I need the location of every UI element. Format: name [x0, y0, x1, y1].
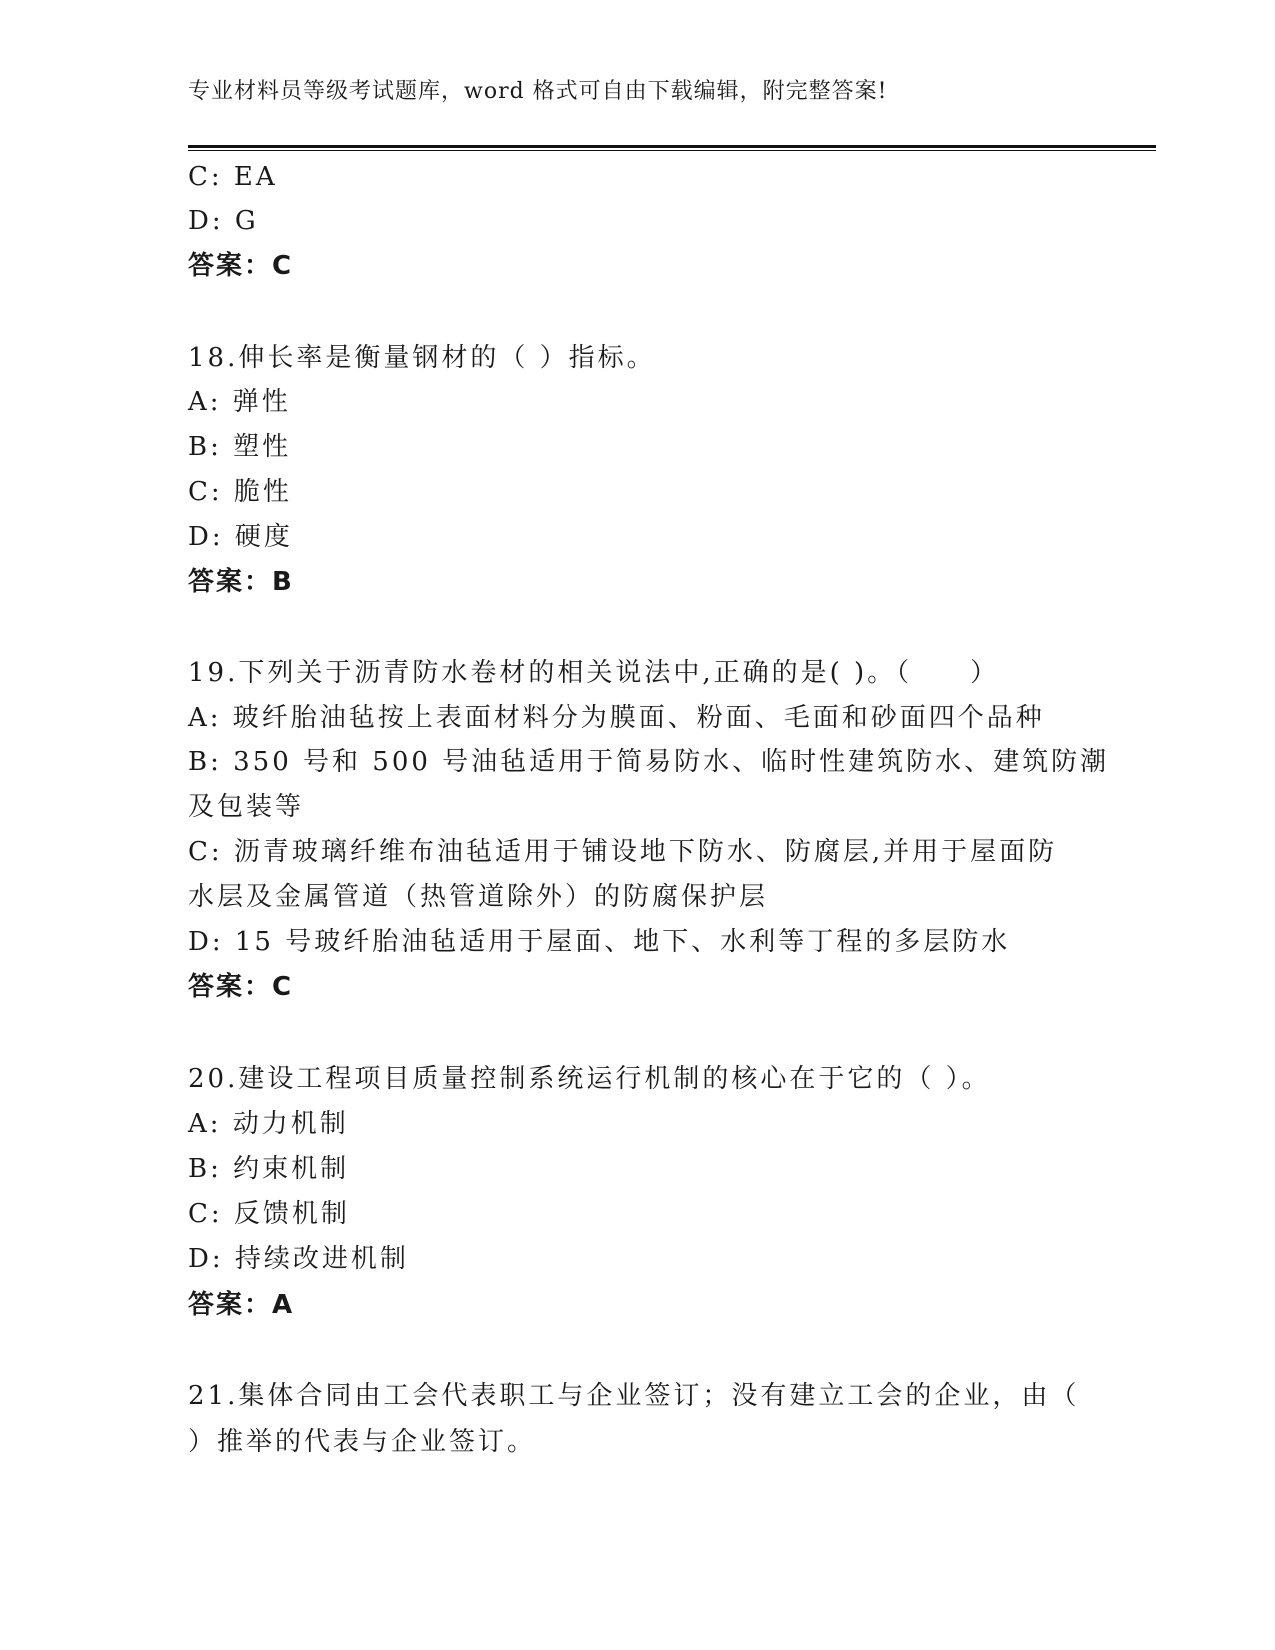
q19-option-d: D: 15 号玻纤胎油毡适用于屋面、地下、水利等丁程的多层防水: [188, 927, 1011, 957]
q18-option-a: A: 弹性: [188, 387, 291, 417]
q19-answer: 答案：C: [188, 972, 294, 1002]
q18-option-d: D: 硬度: [188, 522, 293, 552]
q18-answer: 答案：B: [188, 567, 294, 597]
q19-stem: 19.下列关于沥青防水卷材的相关说法中,正确的是( )。（ ）: [188, 658, 1000, 688]
q20-option-b: B: 约束机制: [188, 1154, 350, 1184]
q18-stem: 18.伸长率是衡量钢材的（ ）指标。: [188, 343, 656, 373]
q19-option-b-line2: 及包装等: [188, 792, 305, 822]
q17-option-c: C: EA: [188, 162, 278, 192]
q19-option-c-line1: C: 沥青玻璃纤维布油毡适用于铺设地下防水、防腐层,并用于屋面防: [188, 837, 1058, 867]
page-header: 专业材料员等级考试题库，word 格式可自由下载编辑，附完整答案!: [188, 79, 888, 104]
q20-option-d: D: 持续改进机制: [188, 1244, 409, 1274]
q17-answer: 答案：C: [188, 251, 294, 281]
q20-answer: 答案：A: [188, 1290, 295, 1320]
q20-option-c: C: 反馈机制: [188, 1199, 350, 1229]
q21-stem-line2: ）推举的代表与企业签订。: [188, 1427, 537, 1457]
q21-stem-line1: 21.集体合同由工会代表职工与企业签订；没有建立工会的企业，由（: [188, 1381, 1080, 1411]
header-rule: [188, 145, 1156, 151]
q19-option-b-line1: B: 350 号和 500 号油毡适用于简易防水、临时性建筑防水、建筑防潮: [188, 747, 1110, 777]
q18-option-b: B: 塑性: [188, 432, 292, 462]
q20-stem: 20.建设工程项目质量控制系统运行机制的核心在于它的（ ）。: [188, 1064, 991, 1094]
q17-option-d: D: G: [188, 206, 259, 236]
q18-option-c: C: 脆性: [188, 477, 292, 507]
q20-option-a: A: 动力机制: [188, 1109, 349, 1139]
q19-option-c-line2: 水层及金属管道（热管道除外）的防腐保护层: [188, 882, 769, 912]
q19-option-a: A: 玻纤胎油毡按上表面材料分为膜面、粉面、毛面和砂面四个品种: [188, 703, 1045, 733]
